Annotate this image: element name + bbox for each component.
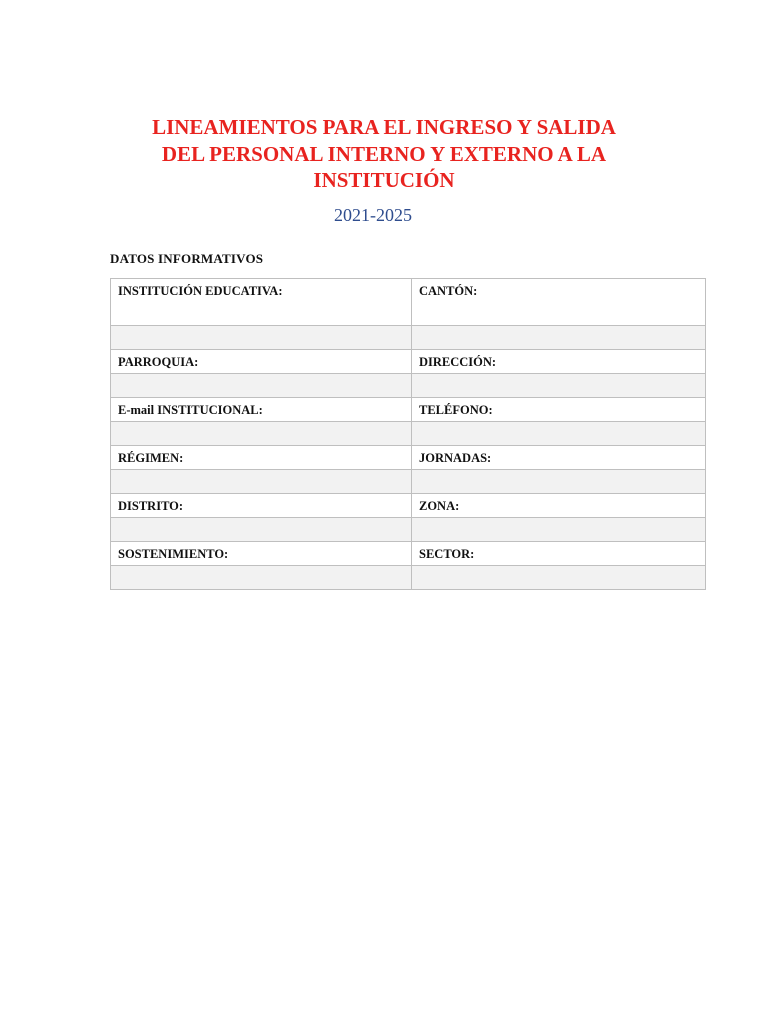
table-fill-row xyxy=(111,518,706,542)
field-value-jornadas[interactable] xyxy=(412,470,706,494)
table-fill-row xyxy=(111,566,706,590)
years-range: 2021-2025 xyxy=(334,205,412,225)
table-label-row xyxy=(111,398,706,422)
table-fill-row xyxy=(111,326,706,350)
field-value-telefono[interactable] xyxy=(412,422,706,446)
field-label-telefono: TELÉFONO: xyxy=(412,398,706,422)
table-label-row xyxy=(111,494,706,518)
field-value-zona[interactable] xyxy=(412,518,706,542)
field-label-email: E-mail INSTITUCIONAL: xyxy=(111,398,412,422)
field-value-canton[interactable] xyxy=(412,326,706,350)
title-line-2: DEL PERSONAL INTERNO Y EXTERNO A LA xyxy=(161,141,607,166)
table-fill-row xyxy=(111,470,706,494)
field-label-sostenimiento: SOSTENIMIENTO: xyxy=(111,542,412,566)
field-label-canton: CANTÓN: xyxy=(412,279,706,326)
title-line-3: INSTITUCIÓN xyxy=(313,168,455,192)
table-label-row xyxy=(111,279,706,326)
datos-informativos-table xyxy=(110,278,706,590)
field-value-parroquia[interactable] xyxy=(111,374,412,398)
field-label-sector: SECTOR: xyxy=(412,542,706,566)
field-label-jornadas: JORNADAS: xyxy=(412,446,706,470)
field-value-institucion[interactable] xyxy=(111,326,412,350)
table-fill-row xyxy=(111,422,706,446)
table-fill-row xyxy=(111,374,706,398)
field-value-direccion[interactable] xyxy=(412,374,706,398)
field-label-distrito: DISTRITO: xyxy=(111,494,412,518)
field-value-email[interactable] xyxy=(111,422,412,446)
table-label-row xyxy=(111,350,706,374)
field-label-institucion: INSTITUCIÓN EDUCATIVA: xyxy=(111,279,412,326)
field-value-distrito[interactable] xyxy=(111,518,412,542)
field-value-regimen[interactable] xyxy=(111,470,412,494)
field-value-sostenimiento[interactable] xyxy=(111,566,412,590)
field-label-direccion: DIRECCIÓN: xyxy=(412,350,706,374)
field-value-sector[interactable] xyxy=(412,566,706,590)
table-label-row xyxy=(111,542,706,566)
table-label-row xyxy=(111,446,706,470)
title-line-1: LINEAMIENTOS PARA EL INGRESO Y SALIDA xyxy=(152,115,616,139)
field-label-zona: ZONA: xyxy=(412,494,706,518)
field-label-regimen: RÉGIMEN: xyxy=(111,446,412,470)
document-title xyxy=(100,114,668,194)
field-label-parroquia: PARROQUIA: xyxy=(111,350,412,374)
section-heading: DATOS INFORMATIVOS xyxy=(110,251,264,266)
